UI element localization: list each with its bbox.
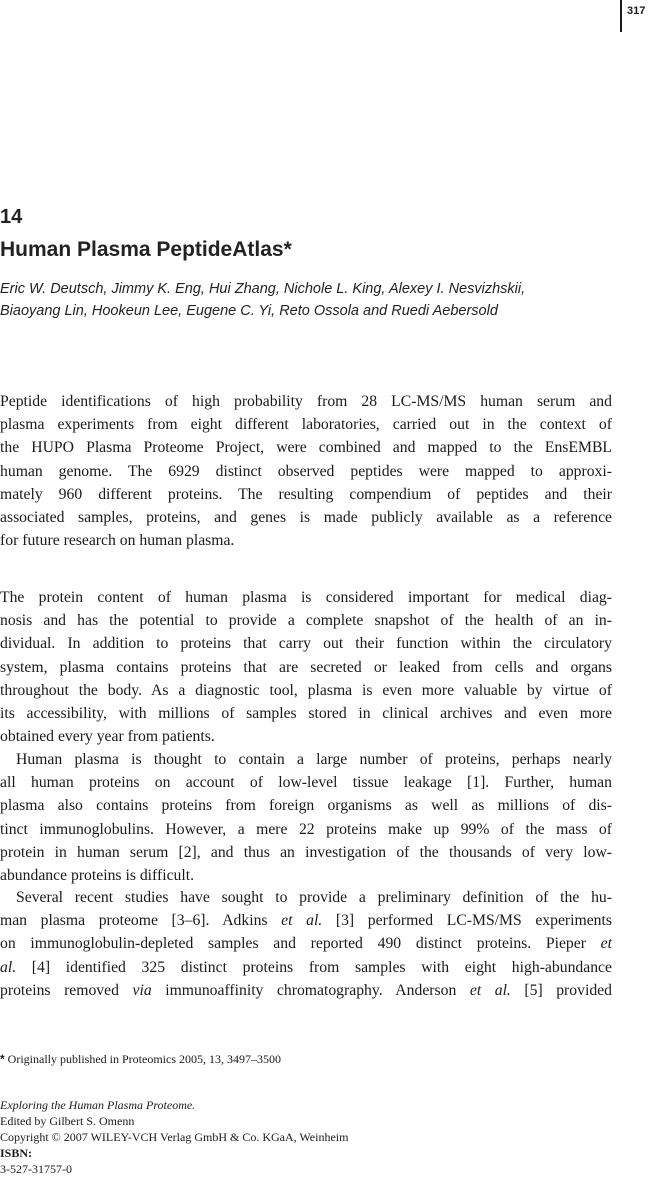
footnote bbox=[0, 1052, 281, 1067]
text-line: the HUPO Plasma Proteome Project, were combined and mapped to the EnsEMBL bbox=[0, 439, 612, 457]
text-line: al. [4] identified 325 distinct proteins from samples with eight high-abundance bbox=[0, 958, 612, 976]
text-line: Several recent studies have sought to provide a preliminary definition of the hu- bbox=[16, 889, 612, 906]
authors-line: Biaoyang Lin, Hookeun Lee, Eugene C. Yi, Reto Ossola and Ruedi Aebersold bbox=[0, 303, 498, 319]
text-line: obtained every year from patients. bbox=[0, 728, 215, 746]
page-number-rule bbox=[620, 0, 622, 32]
text-line: all human proteins on account of low-level tissue leakage [1]. Further, human bbox=[0, 774, 612, 792]
text-line: abundance proteins is difficult. bbox=[0, 867, 195, 885]
page-number: 317 bbox=[627, 5, 646, 17]
text-line: plasma also contains proteins from foreign organisms as well as millions of dis- bbox=[0, 797, 612, 815]
authors-line: Eric W. Deutsch, Jimmy K. Eng, Hui Zhang, Nichole L. King, Alexey I. Nesvizhskii, bbox=[0, 281, 526, 297]
text-line: protein in human serum [2], and thus an investigation of the thousands of very low- bbox=[0, 843, 612, 861]
text-line: throughout the body. As a diagnostic tool, plasma is even more valuable by virtue of bbox=[0, 681, 612, 699]
isbn-line: ISBN: 3-527-31757-0 bbox=[0, 1146, 72, 1176]
text-line: Peptide identifications of high probability from 28 LC-MS/MS human serum and bbox=[0, 393, 612, 410]
book-title: Exploring the Human Plasma Proteome. bbox=[0, 1098, 196, 1112]
chapter-number: 14 bbox=[0, 206, 23, 228]
text-line: on immunoglobulin-depleted samples and reported 490 distinct proteins. Pieper et bbox=[0, 935, 612, 953]
text-line: man plasma proteome [3–6]. Adkins et al. [3] performed LC-MS/MS experiments bbox=[0, 912, 612, 930]
text-line: proteins removed via immunoaffinity chromatography. Anderson et al. [5] provided bbox=[0, 981, 612, 999]
abstract-paragraph bbox=[0, 390, 612, 552]
text-line: for future research on human plasma. bbox=[0, 532, 235, 550]
text-line: associated samples, proteins, and genes is made publicly available as a reference bbox=[0, 509, 612, 527]
footnote-marker: * bbox=[0, 1052, 5, 1066]
text-line: mately 960 different proteins. The resulting compendium of peptides and their bbox=[0, 485, 612, 503]
intro-paragraph-3 bbox=[0, 886, 612, 1002]
chapter-title: Human Plasma PeptideAtlas* bbox=[0, 238, 292, 261]
imprint-title-line: Exploring the Human Plasma Proteome. Edited by Gilbert S. Omenn bbox=[0, 1098, 196, 1128]
text-line: plasma experiments from eight different laboratories, carried out in the context of bbox=[0, 416, 612, 434]
text-line: The protein content of human plasma is considered important for medical diag- bbox=[0, 589, 612, 606]
intro-paragraph-1 bbox=[0, 586, 612, 748]
text-line: nosis and has the potential to provide a complete snapshot of the health of an in- bbox=[0, 612, 612, 630]
copyright-line: Copyright © 2007 WILEY-VCH Verlag GmbH & Co. KGaA, Weinheim bbox=[0, 1130, 349, 1144]
text-line: tinct immunoglobulins. However, a mere 22 proteins make up 99% of the mass of bbox=[0, 820, 612, 838]
text-line: Human plasma is thought to contain a large number of proteins, perhaps nearly bbox=[16, 751, 612, 768]
author-list bbox=[0, 278, 600, 322]
text-line: system, plasma contains proteins that are secreted or leaked from cells and organs bbox=[0, 658, 612, 676]
text-line: dividual. In addition to proteins that carry out their function within the circulatory bbox=[0, 635, 612, 653]
text-line: human genome. The 6929 distinct observed peptides were mapped to approxi- bbox=[0, 462, 612, 480]
intro-paragraph-2 bbox=[0, 748, 612, 887]
footnote-text: Originally published in Proteomics 2005, 13, 3497–3500 bbox=[4, 1052, 281, 1066]
text-line: its accessibility, with millions of samples stored in clinical archives and even more bbox=[0, 705, 612, 723]
imprint bbox=[0, 1097, 348, 1177]
